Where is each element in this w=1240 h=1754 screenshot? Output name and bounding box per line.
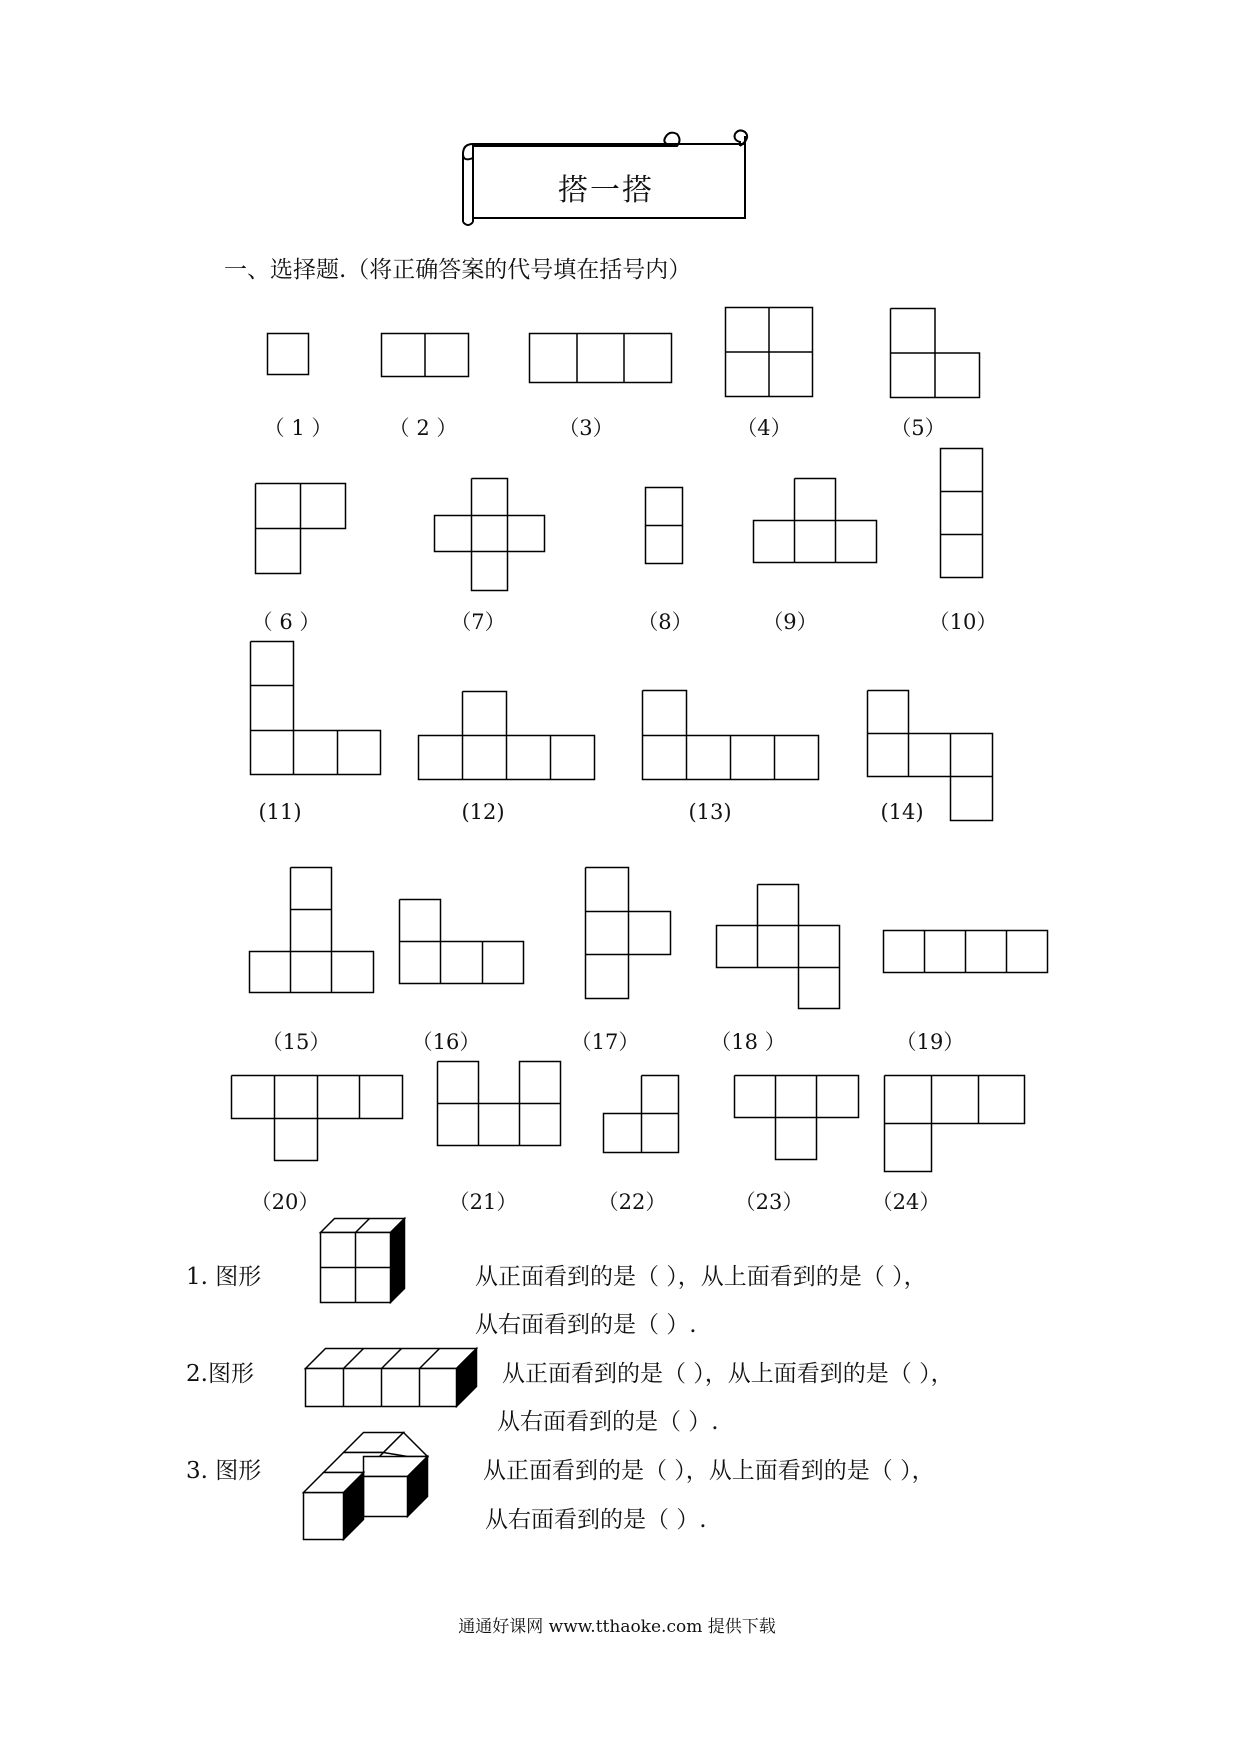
figure-label: (12) [461,800,505,824]
figure-label: （10） [928,610,998,634]
figure-label: (13) [688,800,732,824]
figure-label: （23） [734,1190,804,1214]
figure-label: （22） [597,1190,667,1214]
figure-9-shape [753,478,877,563]
figure-23-shape [734,1075,859,1160]
figure-8-shape [645,487,683,564]
figure-1-shape [267,333,309,375]
figure-label: (11) [258,800,302,824]
figure-2-shape [381,333,469,377]
figure-label: （8） [637,610,693,634]
figure-4-shape [725,307,813,397]
figure-label: （ 1 ） [263,416,333,440]
figure-label: （5） [890,416,946,440]
figure-label: （21） [448,1190,518,1214]
page-footer: 通通好课网 www.tthaoke.com 提供下载 [458,1617,776,1637]
figure-20-shape [231,1075,403,1161]
figure-16-shape [399,899,524,984]
figure-label: （19） [895,1030,965,1054]
figure-3-shape [529,333,672,383]
figure-label: （9） [762,610,818,634]
figure-label: （18 ） [710,1030,786,1054]
question-3-cube-figure [303,1432,431,1540]
question-1-line-1: 从正面看到的是（ ），从上面看到的是（ ）， [475,1264,927,1290]
question-3-line-1: 从正面看到的是（ ），从上面看到的是（ ）， [483,1458,935,1484]
question-1-cube-figure [320,1218,410,1304]
figure-label: （ 6 ） [251,610,321,634]
figure-label: (14) [880,800,924,824]
figure-12-shape [418,691,595,780]
figure-label: （17） [570,1030,640,1054]
figure-label: （3） [558,416,614,440]
figure-label: （4） [736,416,792,440]
figure-5-shape [890,308,980,398]
figure-15-shape [249,867,374,993]
question-2-line-2: 从右面看到的是（ ）. [497,1409,719,1435]
figure-6-shape [255,483,346,574]
figure-label: （24） [871,1190,941,1214]
figure-label: （ 2 ） [388,416,458,440]
page-title: 搭一搭 [558,173,654,208]
question-3-line-2: 从右面看到的是（ ）. [485,1507,707,1533]
figure-label: （16） [411,1030,481,1054]
figure-13-shape [642,690,819,780]
figure-21-shape [437,1061,561,1146]
question-1-line-2: 从右面看到的是（ ）. [475,1312,697,1338]
figure-label: （7） [450,610,506,634]
section-heading: 一、选择题.（将正确答案的代号填在括号内） [224,257,692,283]
figure-label: （20） [250,1190,320,1214]
figure-10-shape [940,448,983,578]
question-2-line-1: 从正面看到的是（ ），从上面看到的是（ ）， [502,1361,954,1387]
question-3-number: 3. 图形 [186,1458,262,1484]
question-2-cube-figure [305,1347,477,1407]
figure-22-shape [603,1075,679,1153]
figure-19-shape [883,930,1048,973]
figure-label: （15） [261,1030,331,1054]
figure-24-shape [884,1075,1025,1172]
question-2-number: 2.图形 [186,1361,254,1387]
figure-7-shape [434,478,545,591]
question-1-number: 1. 图形 [186,1264,262,1290]
figure-17-shape [585,867,671,999]
figure-18-shape [716,884,840,1009]
figure-11-shape [250,641,381,775]
